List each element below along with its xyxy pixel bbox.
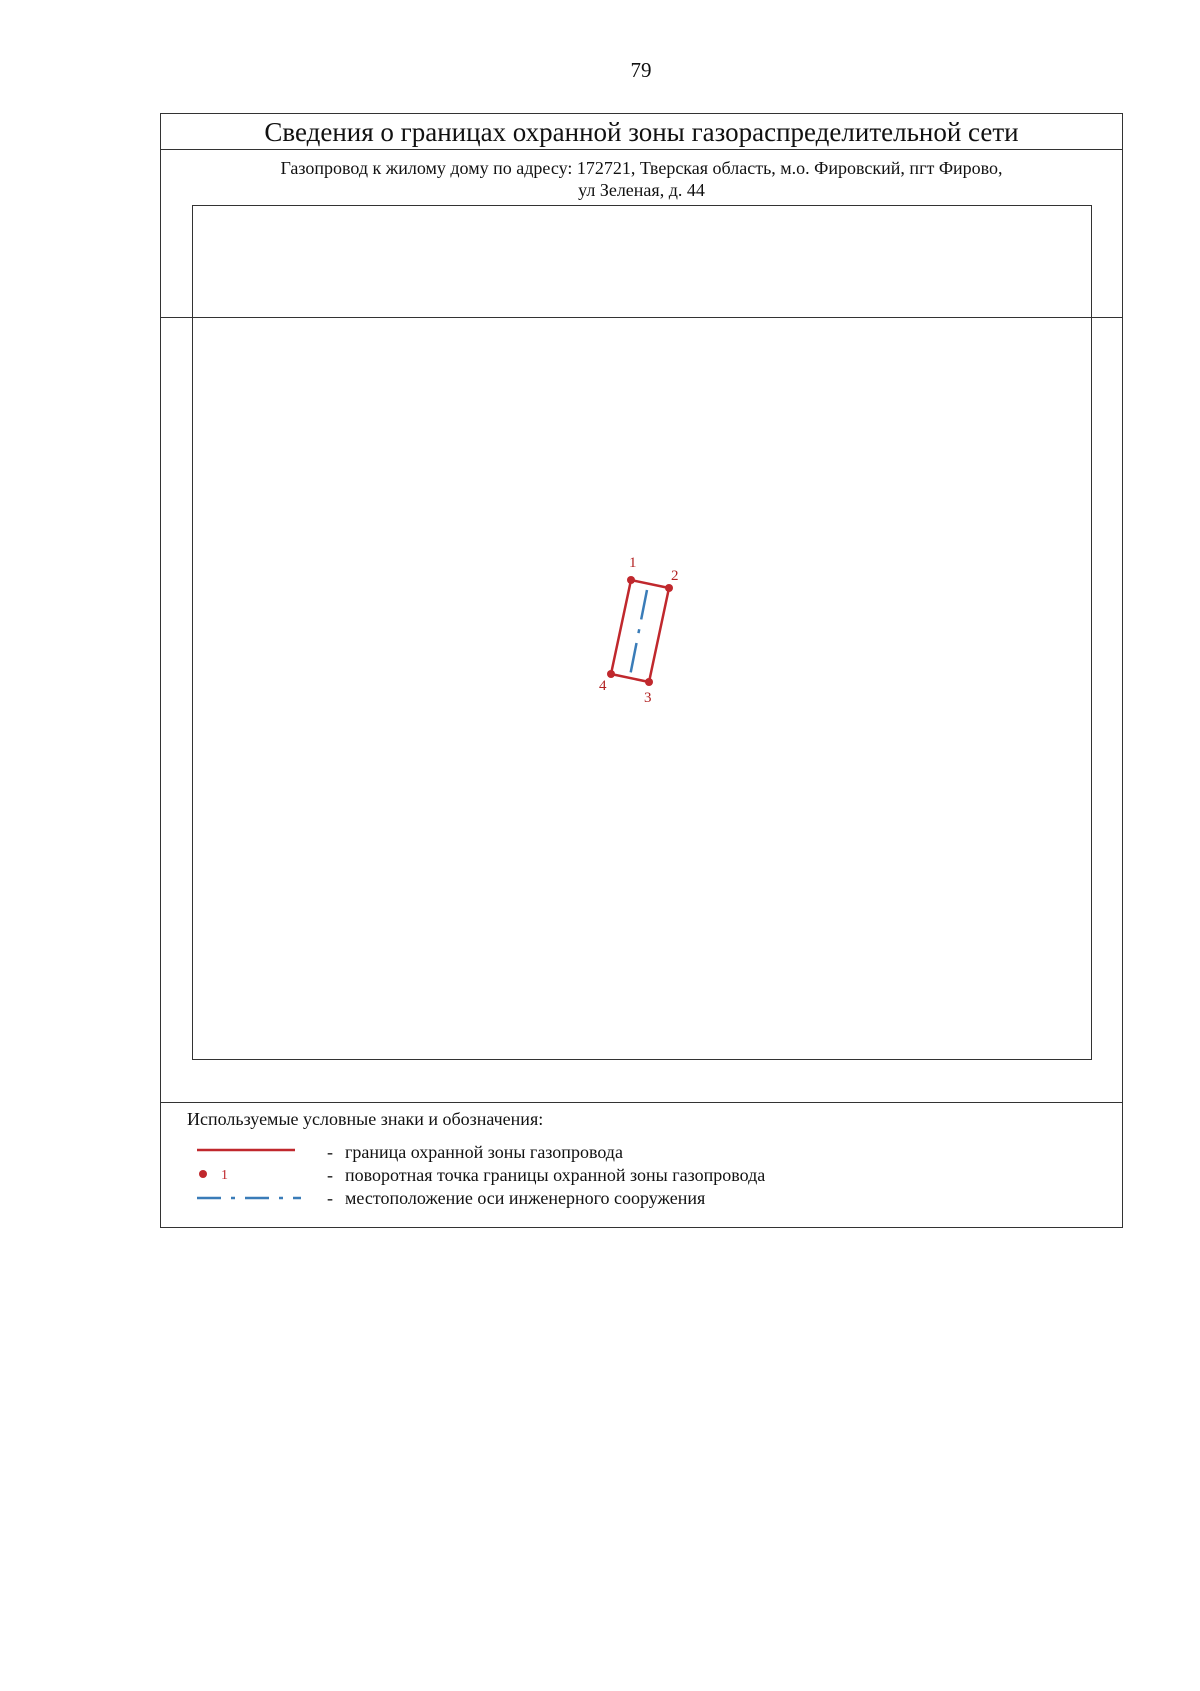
legend-heading: Используемые условные знаки и обозначения: <box>187 1109 544 1129</box>
red-dot-icon <box>197 1164 307 1186</box>
legend <box>161 1102 1122 1227</box>
legend-text: местоположение оси инженерного сооружения <box>345 1188 706 1208</box>
point-label-3: 3 <box>644 690 652 706</box>
subtitle-line-2: ул Зеленая, д. 44 <box>578 180 705 200</box>
blue-dash-line-icon <box>197 1187 307 1209</box>
point-label-1: 1 <box>629 555 637 571</box>
page-number: 79 <box>630 58 652 82</box>
legend-text: поворотная точка границы охранной зоны газопровода <box>345 1165 766 1185</box>
subtitle-line-1: Газопровод к жилому дому по адресу: 172721, Тверская область, м.о. Фировский, пгт Фирово, <box>280 158 1003 178</box>
solid-red-line-icon <box>197 1141 307 1163</box>
legend-item-boundary <box>161 1141 1122 1163</box>
legend-dash: - <box>327 1165 333 1185</box>
map-frame <box>192 205 1092 1060</box>
turning-point-2 <box>665 584 673 592</box>
point-label-4: 4 <box>599 678 607 694</box>
legend-item-turning-point <box>161 1164 1122 1186</box>
legend-dash: - <box>327 1188 333 1208</box>
document-title: Сведения о границах охранной зоны газораспределительной сети <box>161 114 1122 150</box>
legend-text: граница охранной зоны газопровода <box>345 1142 623 1162</box>
pipeline-axis <box>630 590 647 676</box>
legend-dash: - <box>327 1142 333 1162</box>
turning-point-4 <box>607 670 615 678</box>
point-label-2: 2 <box>671 568 679 584</box>
legend-item-axis <box>161 1187 1122 1209</box>
turning-point-1 <box>627 576 635 584</box>
document-frame <box>160 113 1123 1228</box>
turning-point-3 <box>645 678 653 686</box>
legend-point-label: 1 <box>221 1168 228 1183</box>
protection-zone-map <box>193 206 1090 1058</box>
